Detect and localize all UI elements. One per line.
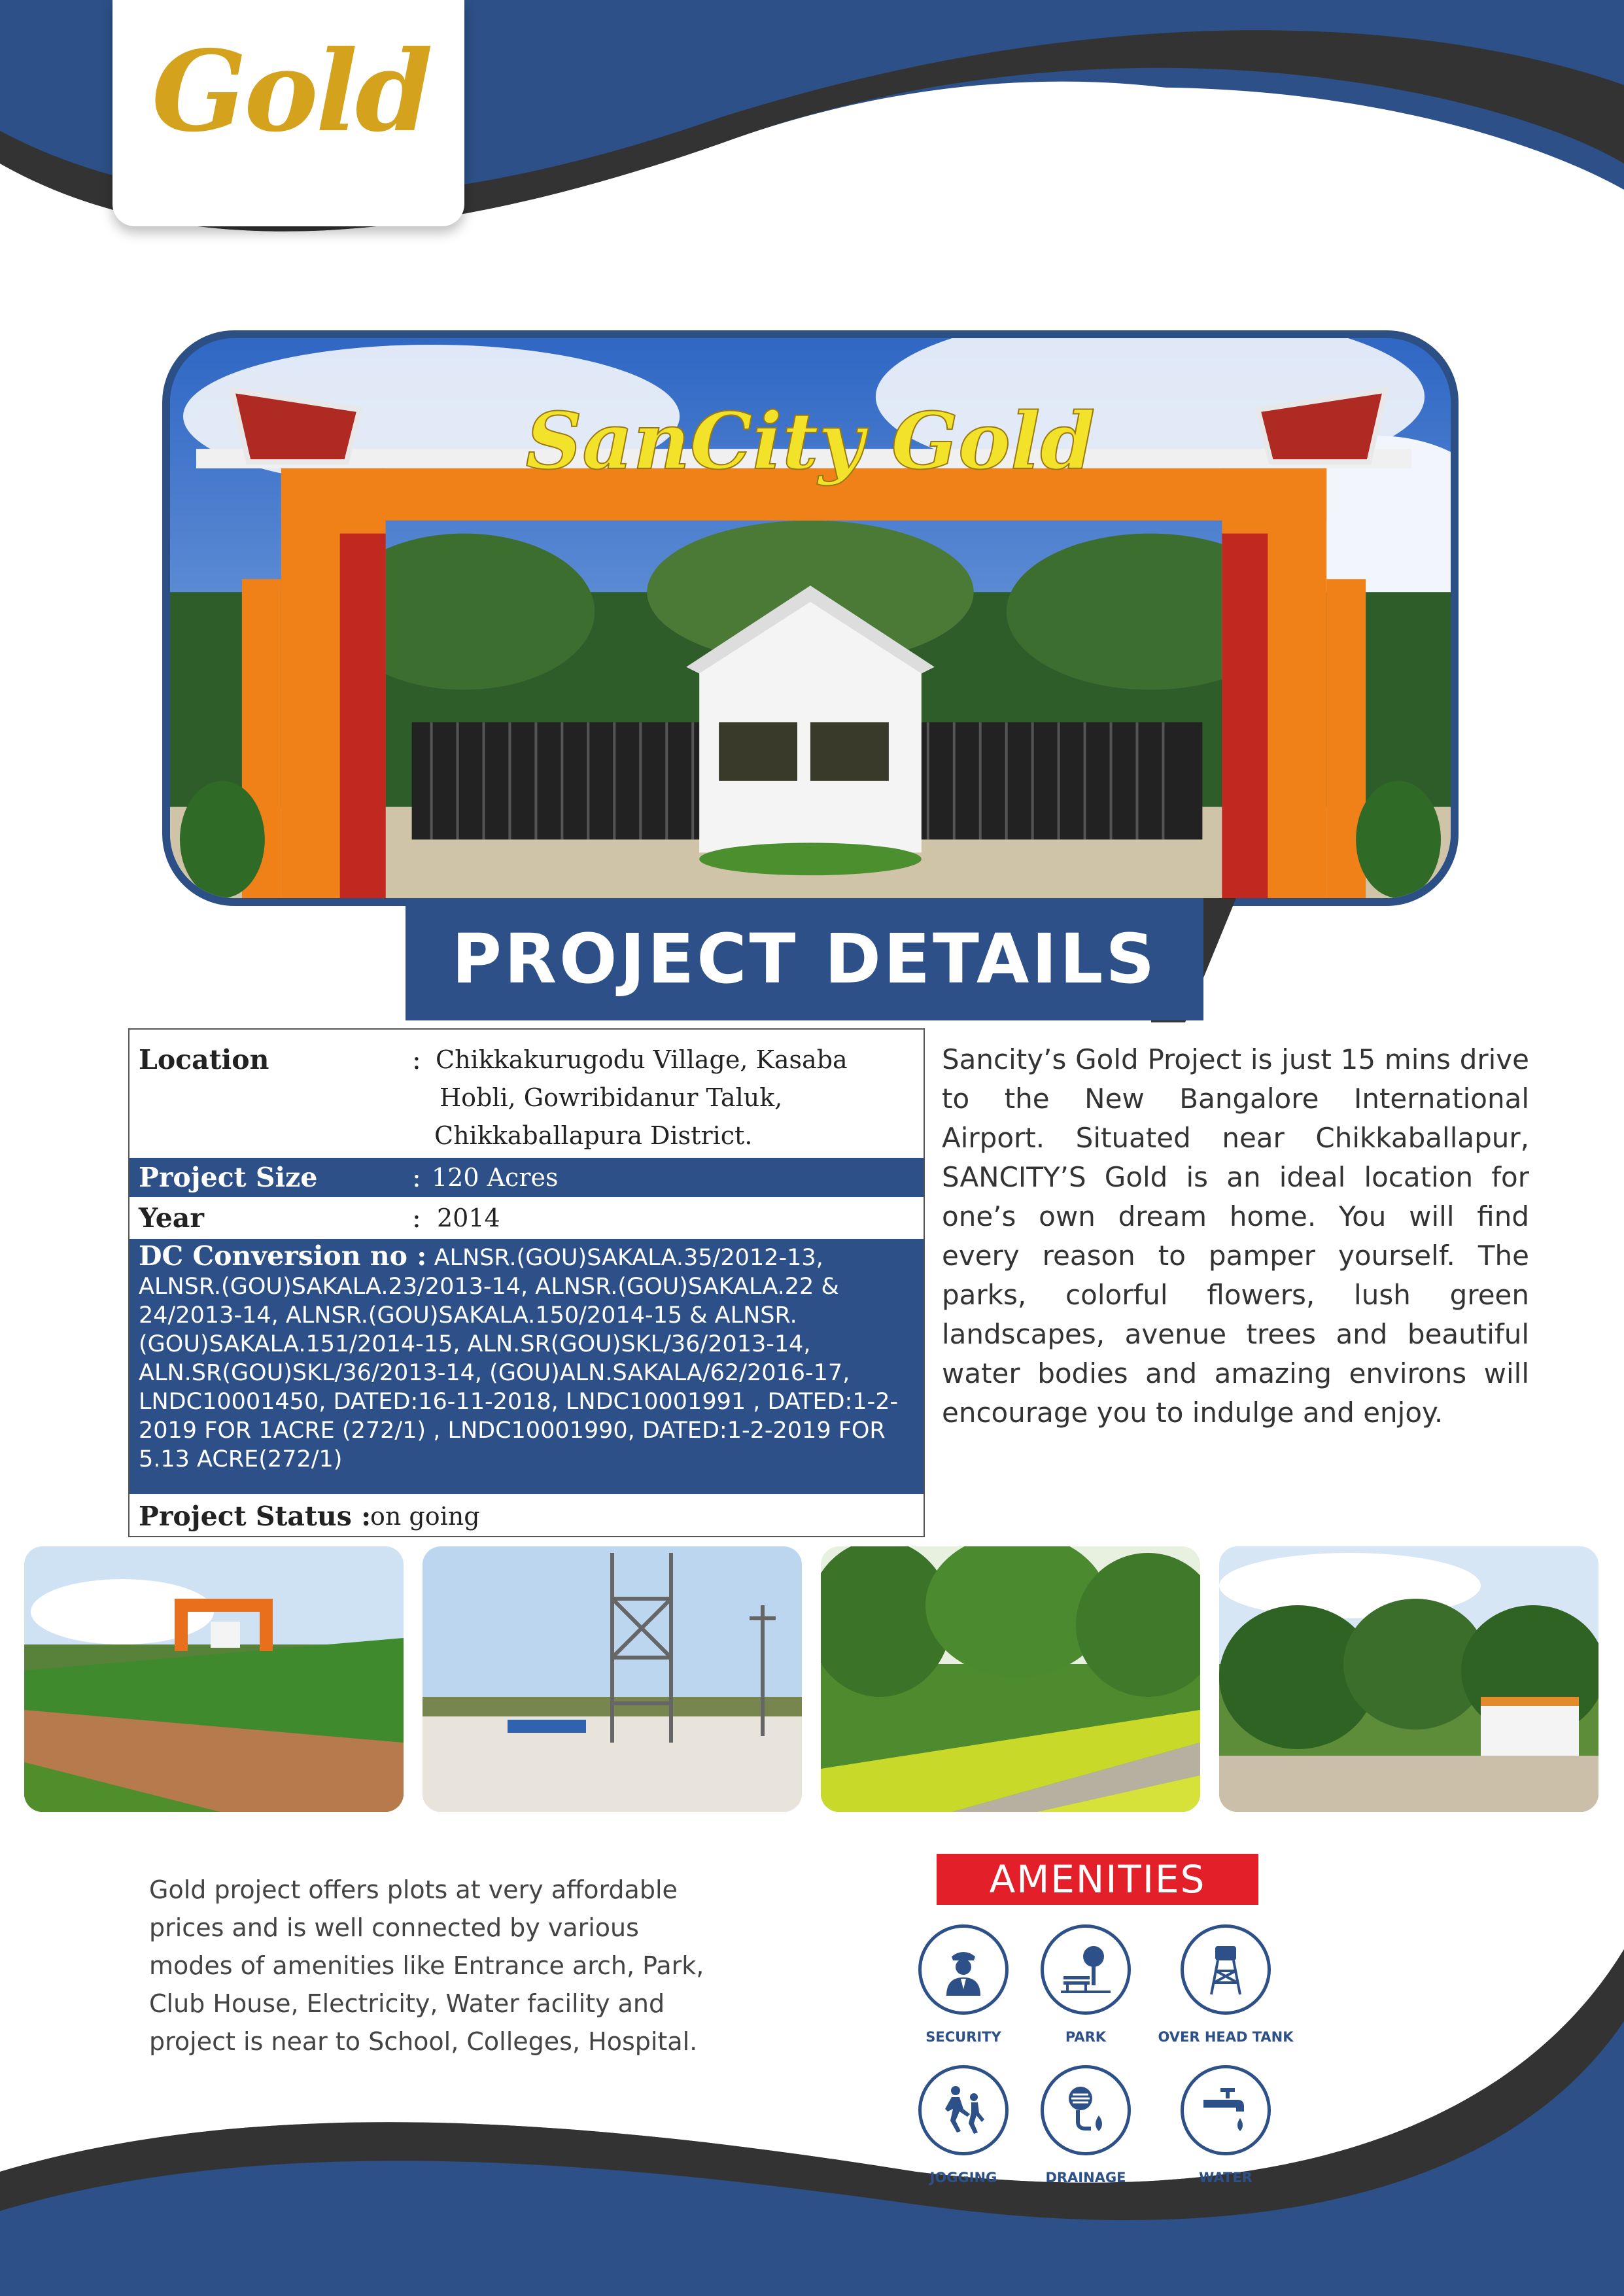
page-title: PROJECT DETAILS (451, 919, 1158, 999)
amenity-label: DRAINAGE (1045, 2170, 1126, 2185)
location-line-2: Hobli, Gowribidanur Taluk, (440, 1083, 783, 1112)
amenity-label: SECURITY (925, 2029, 1001, 2045)
project-status-label: Project Status : (139, 1501, 371, 1532)
colon: : (412, 1202, 421, 1234)
gate-sign-text: SanCity Gold (525, 396, 1096, 488)
dc-conversion-value: ALNSR.(GOU)SAKALA.35/2012-13, ALNSR.(GOU)SAKALA.23/2013-14, ALNSR.(GOU)SAKALA.22 & 24/2013-14, ALNSR.(GOU)SAKALA.150/2014-15 & ALNSR.(GOU)SAKALA.151/2014-15, ALN.SR(GOU)SKL/36/2013-14, ALN.SR(GOU)SKL/36/2013-14, (GOU)ALN.SAKALA/62/2016-17, LNDC10001450, DATED:16-11-2018, LNDC10001991 , DATED:1-2-2019 FOR 1ACRE (272/1) , LNDC10001990, DATED:1-2-2019 FOR 5.13 ACRE(272/1) (139, 1245, 899, 1472)
amenity-label: OVER HEAD TANK (1158, 2029, 1294, 2045)
amenity-label: WATER (1199, 2170, 1253, 2185)
year-value: 2014 (437, 1204, 500, 1232)
amenity-label: JOGGING (929, 2170, 997, 2185)
project-size-value: 120 Acres (432, 1163, 559, 1192)
project-description: Sancity’s Gold Project is just 15 mins drive to the New Bangalore International Airport. Situated near Chikkaballapur, SANCITY’S Gold is an ideal location for one’s own dream home. You will find every reason to pamper yourself. The parks, colorful flowers, lush green landscapes, avenue trees and beautiful water bodies and amazing environs will encourage you to indulge and enjoy. (942, 1043, 1529, 1429)
amenities-description: Gold project offers plots at very affordable prices and is well connected by various modes of amenities like Entrance arch, Park, Club House, Electricity, Water facility and project is near to School, Colleges, Hospital. (149, 1875, 704, 2056)
dc-conversion-row (130, 1239, 924, 1494)
drain-pipe-icon (1041, 2065, 1131, 2155)
project-status-value: on going (370, 1502, 480, 1531)
park-bench-tree-icon (1041, 1924, 1131, 2015)
location-line-3: Chikkaballapura District. (434, 1121, 753, 1150)
year-label: Year (139, 1202, 204, 1234)
entrance-gate-photo (162, 330, 1459, 906)
colon: : (412, 1162, 421, 1193)
water-tap-icon (1181, 2065, 1271, 2155)
dc-conversion-label: DC Conversion no : (139, 1240, 427, 1272)
location-row (130, 1030, 924, 1157)
project-status-row (130, 1495, 924, 1536)
gold-logo: Gold (152, 26, 431, 157)
site-photo-electric-tower (423, 1546, 802, 1812)
site-photo-arch (24, 1546, 404, 1812)
logo-card (112, 0, 464, 226)
site-photo-clubhouse (1219, 1546, 1598, 1812)
amenity-label: PARK (1065, 2029, 1107, 2045)
amenities-title: AMENITIES (937, 1854, 1258, 1905)
project-size-label: Project Size (139, 1162, 318, 1193)
project-size-row (130, 1158, 924, 1197)
water-tower-icon (1181, 1924, 1271, 2015)
amenity-overhead-tank (1128, 1924, 1324, 2045)
year-row (130, 1198, 924, 1238)
colon: : (412, 1044, 421, 1075)
location-line-1: Chikkakurugodu Village, Kasaba (436, 1045, 848, 1074)
site-photo-garden-path (821, 1546, 1200, 1812)
amenity-water (1128, 2065, 1324, 2185)
project-details-table (128, 1028, 925, 1537)
location-label: Location (139, 1044, 269, 1075)
